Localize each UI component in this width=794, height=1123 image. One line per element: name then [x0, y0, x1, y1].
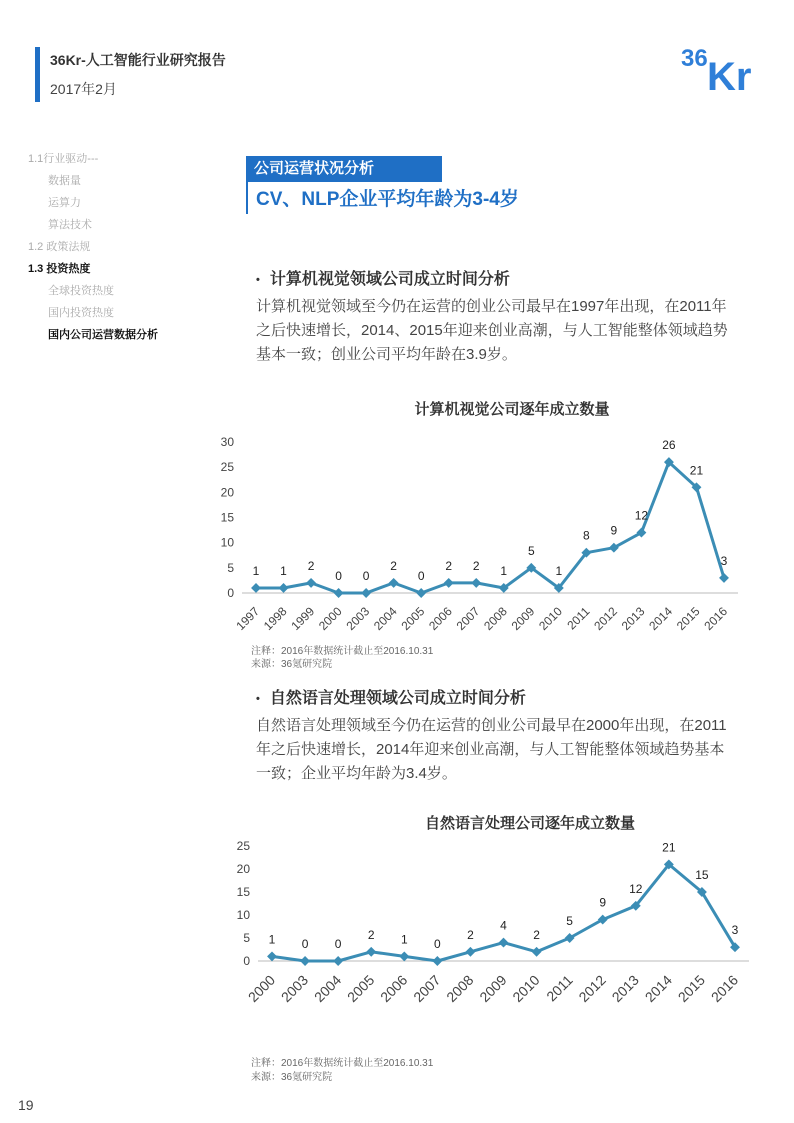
nav-item[interactable]: 1.1行业驱动--- [28, 153, 99, 165]
data-label: 3 [731, 923, 739, 938]
data-point [399, 951, 409, 961]
x-tick-label: 2016 [707, 971, 742, 1006]
x-tick-label: 2013 [618, 604, 648, 634]
data-point [333, 956, 343, 966]
x-tick-label: 2012 [591, 604, 621, 634]
nlp-bullet-heading: • 自然语言处理领域公司成立时间分析 [256, 690, 526, 707]
data-label: 1 [555, 563, 563, 578]
data-label: 9 [599, 895, 607, 910]
x-tick-label: 2005 [398, 604, 428, 634]
data-label: 2 [533, 927, 540, 942]
data-label: 8 [583, 528, 590, 543]
x-tick-label: 2007 [453, 604, 483, 634]
sidebar-nav [28, 148, 228, 346]
data-label: 1 [252, 563, 260, 578]
data-label: 21 [662, 840, 676, 855]
y-tick-label: 25 [220, 460, 234, 475]
nav-item[interactable]: 算法技术 [48, 219, 92, 231]
nav-item[interactable]: 全球投资热度 [48, 285, 114, 297]
data-label: 4 [500, 918, 507, 933]
data-label: 12 [629, 881, 643, 896]
data-point [279, 583, 289, 593]
x-tick-label: 2008 [481, 604, 510, 634]
data-point [719, 573, 729, 583]
x-tick-label: 2011 [543, 971, 576, 1005]
x-tick-label: 1999 [288, 604, 318, 634]
nav-item[interactable]: 1.2 政策法规 [28, 241, 91, 253]
data-label: 0 [417, 569, 425, 583]
section-title: CV、NLP企业平均年龄为3-4岁 [256, 189, 519, 210]
x-tick-label: 2009 [476, 971, 510, 1006]
data-point [465, 947, 475, 957]
series-line [256, 462, 724, 593]
data-point [444, 578, 454, 588]
data-point [532, 947, 542, 957]
data-point [471, 578, 481, 588]
chart-title: 计算机视觉公司逐年成立数量 [414, 401, 610, 418]
data-label: 12 [634, 508, 649, 523]
data-label: 2 [467, 927, 474, 942]
y-tick-label: 15 [236, 885, 250, 899]
report-date: 2017年2月 [50, 81, 117, 97]
nav-item[interactable]: 数据量 [48, 175, 81, 187]
x-tick-label: 2007 [410, 971, 444, 1006]
y-tick-label: 15 [220, 510, 234, 525]
y-tick-label: 30 [220, 435, 234, 449]
data-label: 0 [334, 937, 342, 951]
nav-item[interactable]: 国内投资热度 [48, 307, 114, 319]
data-label: 26 [662, 438, 676, 453]
data-point [389, 578, 399, 588]
data-point [432, 956, 442, 966]
cv-paragraph: 计算机视觉领域至今仍在运营的创业公司最早在1997年出现，在2011年之后快速增长，2014、2015年迎来创业高潮，与人工智能整体领域趋势基本一致；创业公司平均年龄在3.9岁。 [256, 298, 728, 363]
y-tick-label: 0 [243, 954, 250, 968]
x-tick-label: 2009 [508, 604, 538, 634]
nlp-line-chart [200, 806, 770, 1026]
chart-title: 自然语言处理公司逐年成立数量 [424, 815, 636, 832]
data-point [361, 588, 371, 598]
data-point [300, 956, 310, 966]
x-tick-label: 2015 [674, 971, 709, 1006]
data-point [499, 938, 509, 948]
cv-note: 注释：2016年数据统计截止至2016.10.31 [251, 646, 434, 657]
x-tick-label: 2014 [641, 971, 675, 1006]
x-tick-label: 2000 [244, 971, 279, 1006]
y-tick-label: 10 [220, 535, 234, 550]
data-label: 5 [566, 914, 573, 928]
x-tick-label: 2010 [509, 971, 543, 1006]
nav-item[interactable]: 运算力 [48, 197, 81, 209]
nlp-note: 注释：2016年数据统计截止至2016.10.31 [251, 1058, 434, 1069]
data-label: 2 [367, 927, 375, 942]
data-label: 1 [280, 563, 287, 578]
x-tick-label: 2011 [564, 604, 593, 633]
y-tick-label: 0 [227, 586, 234, 600]
x-tick-label: 2006 [377, 971, 411, 1006]
data-label: 1 [400, 932, 408, 947]
data-label: 2 [390, 558, 397, 573]
header-accent-bar [35, 47, 40, 102]
x-tick-label: 2003 [343, 604, 373, 634]
data-label: 0 [301, 937, 309, 951]
data-label: 1 [268, 932, 276, 947]
data-point [334, 588, 344, 598]
x-tick-label: 2010 [536, 604, 565, 634]
data-label: 0 [335, 569, 342, 583]
y-tick-label: 5 [243, 931, 250, 945]
report-title: 36Kr-人工智能行业研究报告 [50, 52, 226, 68]
section-divider-vertical [246, 182, 248, 214]
x-tick-label: 2016 [701, 604, 731, 634]
data-label: 15 [695, 868, 709, 882]
section-tag: 公司运营状况分析 [246, 156, 442, 182]
nlp-source: 来源：36氪研究院 [251, 1072, 333, 1083]
page-number: 19 [18, 1097, 34, 1113]
data-point [267, 951, 277, 961]
y-tick-label: 20 [236, 862, 250, 876]
data-point [306, 578, 316, 588]
x-tick-label: 2014 [646, 604, 676, 634]
cv-bullet-heading: • 计算机视觉领域公司成立时间分析 [256, 271, 510, 288]
data-label: 9 [610, 523, 618, 538]
x-tick-label: 2013 [608, 971, 642, 1006]
data-label: 5 [527, 543, 535, 558]
data-label: 1 [500, 563, 508, 578]
data-point [251, 583, 261, 593]
x-tick-label: 2015 [673, 604, 703, 634]
data-label: 2 [472, 558, 480, 573]
36kr-logo [681, 40, 765, 94]
nav-item[interactable]: 国内公司运营数据分析 [48, 329, 158, 341]
nlp-paragraph: 自然语言处理领域至今仍在运营的创业公司最早在2000年出现，在2011年之后快速增长，2014年迎来创业高潮，与人工智能整体领域趋势基本一致；企业平均年龄为3.4岁。 [256, 717, 727, 782]
y-tick-label: 25 [236, 839, 250, 853]
data-label: 0 [434, 937, 441, 951]
data-point [366, 947, 376, 957]
y-tick-label: 10 [236, 908, 250, 922]
y-tick-label: 20 [220, 485, 234, 500]
data-label: 2 [307, 558, 315, 573]
x-tick-label: 2004 [310, 971, 345, 1006]
data-point [416, 588, 426, 598]
y-tick-label: 5 [227, 560, 234, 575]
x-tick-label: 2012 [575, 971, 609, 1006]
data-label: 3 [720, 553, 728, 568]
cv-source: 来源：36氪研究院 [251, 659, 333, 670]
nav-item[interactable]: 1.3 投资热度 [28, 263, 91, 275]
data-label: 0 [362, 569, 370, 583]
cv-line-chart [200, 392, 760, 652]
svg-text:Kr: Kr [707, 55, 752, 94]
x-tick-label: 2005 [343, 971, 378, 1006]
svg-text:36: 36 [681, 45, 708, 72]
x-tick-label: 2006 [426, 604, 455, 634]
x-tick-label: 2004 [370, 604, 400, 634]
x-tick-label: 2008 [443, 971, 477, 1006]
x-tick-label: 2000 [315, 604, 345, 634]
data-label: 21 [689, 463, 704, 478]
x-tick-label: 1997 [233, 604, 263, 634]
data-label: 2 [445, 558, 453, 573]
x-tick-label: 2003 [277, 971, 312, 1006]
x-tick-label: 1998 [260, 604, 290, 634]
